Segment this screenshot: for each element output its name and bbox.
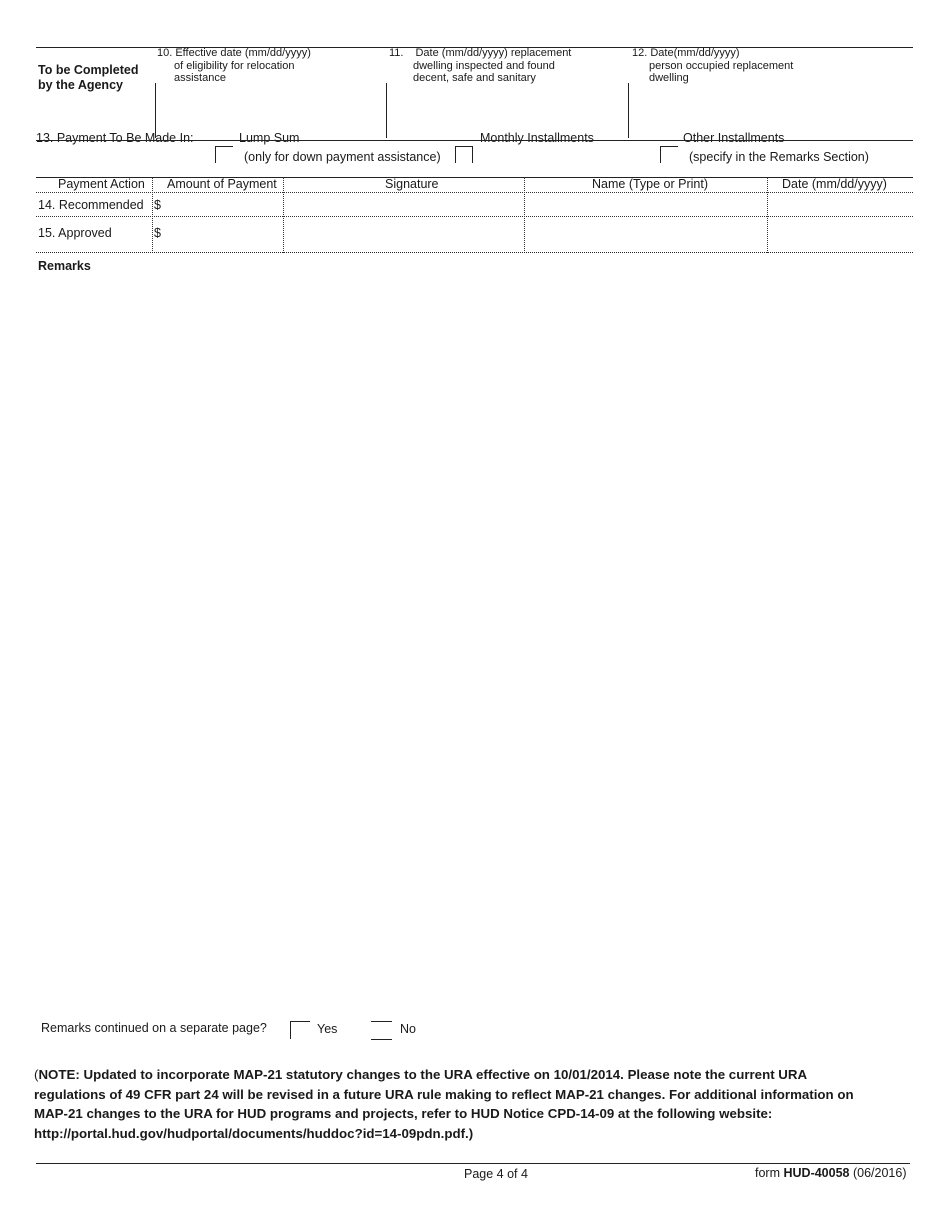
monthly-installments-label: Monthly Installments (480, 131, 594, 145)
col-divider-4 (767, 177, 768, 253)
header-date: Date (mm/dd/yyyy) (782, 177, 887, 191)
row-divider (36, 216, 913, 217)
remarks-no-checkbox[interactable] (371, 1021, 392, 1039)
date-input[interactable] (770, 219, 910, 249)
remarks-textarea[interactable] (38, 278, 910, 1003)
agency-heading-line1: To be Completed (38, 63, 139, 77)
signature-field[interactable] (286, 219, 521, 249)
remarks-label: Remarks (38, 259, 91, 273)
col-divider-3 (524, 177, 525, 253)
header-name: Name (Type or Print) (592, 177, 709, 191)
col-divider-2 (283, 177, 284, 253)
agency-heading (38, 63, 138, 93)
map21-note-text: NOTE: Updated to incorporate MAP-21 statutory changes to the URA effective on 10/01/2014. Please note the current URA regulations of 49 CFR part 24 will be revised in a future URA rule making to reflect MAP-21 changes. For additional information on MAP-21 changes to the URA for HUD programs and projects, refer to HUD Notice CPD-14-09 at the following website: http://portal.hud.gov/hudportal/documents/huddoc?id=14-09pdn.pdf.) (34, 1067, 854, 1141)
field-11-divider (386, 83, 387, 138)
header-payment-action: Payment Action (58, 177, 145, 191)
remarks-no-label: No (400, 1022, 416, 1036)
map21-note: (NOTE: Updated to incorporate MAP-21 statutory changes to the URA effective on 10/01/2014. Please note the current URA regulations of 49 CFR part 24 will be revised in a future URA rule making to reflect MAP-21 changes. For additional information on MAP-21 changes to the URA for HUD programs and projects, refer to HUD Notice CPD-14-09 at the following website: http://portal.hud.gov/hudportal/documents/huddoc?id=14-09pdn.pdf.) (34, 1067, 854, 1141)
date-input[interactable] (770, 194, 910, 214)
other-installments-label: Other Installments (683, 131, 785, 145)
other-installments-note: (specify in the Remarks Section) (689, 150, 869, 164)
signature-field[interactable] (286, 194, 521, 214)
table-bottom-rule (36, 252, 913, 253)
header-bottom-rule (36, 192, 913, 193)
payment-rule (36, 140, 913, 141)
col-divider-1 (152, 177, 153, 253)
header-signature: Signature (385, 177, 439, 191)
row-currency: $ (154, 198, 161, 212)
lump-sum-label: Lump Sum (239, 131, 300, 145)
field-10-input[interactable] (160, 92, 380, 134)
remarks-yes-label: Yes (317, 1022, 338, 1036)
field-10-divider (155, 83, 156, 138)
header-amount: Amount of Payment (167, 177, 277, 191)
field-12-input[interactable] (635, 92, 905, 134)
other-installments-checkbox[interactable] (660, 146, 678, 163)
field-10-label: 10. Effective date (mm/dd/yyyy) of eligibility for relocation assistance (157, 47, 311, 84)
name-input[interactable] (527, 219, 764, 249)
amount-input[interactable] (163, 219, 280, 249)
lump-sum-note: (only for down payment assistance) (244, 150, 441, 164)
form-id: form HUD-40058 (06/2016) (755, 1166, 907, 1180)
payment-label: 13. Payment To Be Made In: (36, 131, 194, 145)
page-number: Page 4 of 4 (464, 1167, 528, 1181)
field-12-label: 12. Date(mm/dd/yyyy) person occupied replacement dwelling (632, 47, 794, 84)
field-11-input[interactable] (392, 92, 622, 134)
monthly-installments-checkbox[interactable] (455, 146, 473, 163)
field-11-label: 11. Date (mm/dd/yyyy) replacement dwelling inspected and found decent, safe and sanitary (389, 47, 572, 84)
remarks-continued-question: Remarks continued on a separate page? (41, 1021, 267, 1035)
agency-heading-line2: by the Agency (38, 78, 123, 92)
field-12-divider (628, 83, 629, 138)
footer-rule (36, 1163, 910, 1164)
amount-input[interactable] (163, 194, 280, 214)
row-action: 15. Approved (38, 226, 112, 240)
name-input[interactable] (527, 194, 764, 214)
row-action: 14. Recommended (38, 198, 144, 212)
row-currency: $ (154, 226, 161, 240)
remarks-yes-checkbox[interactable] (290, 1021, 310, 1039)
remarks-no-checkbox-bottom (371, 1039, 392, 1040)
lump-sum-checkbox[interactable] (215, 146, 233, 163)
